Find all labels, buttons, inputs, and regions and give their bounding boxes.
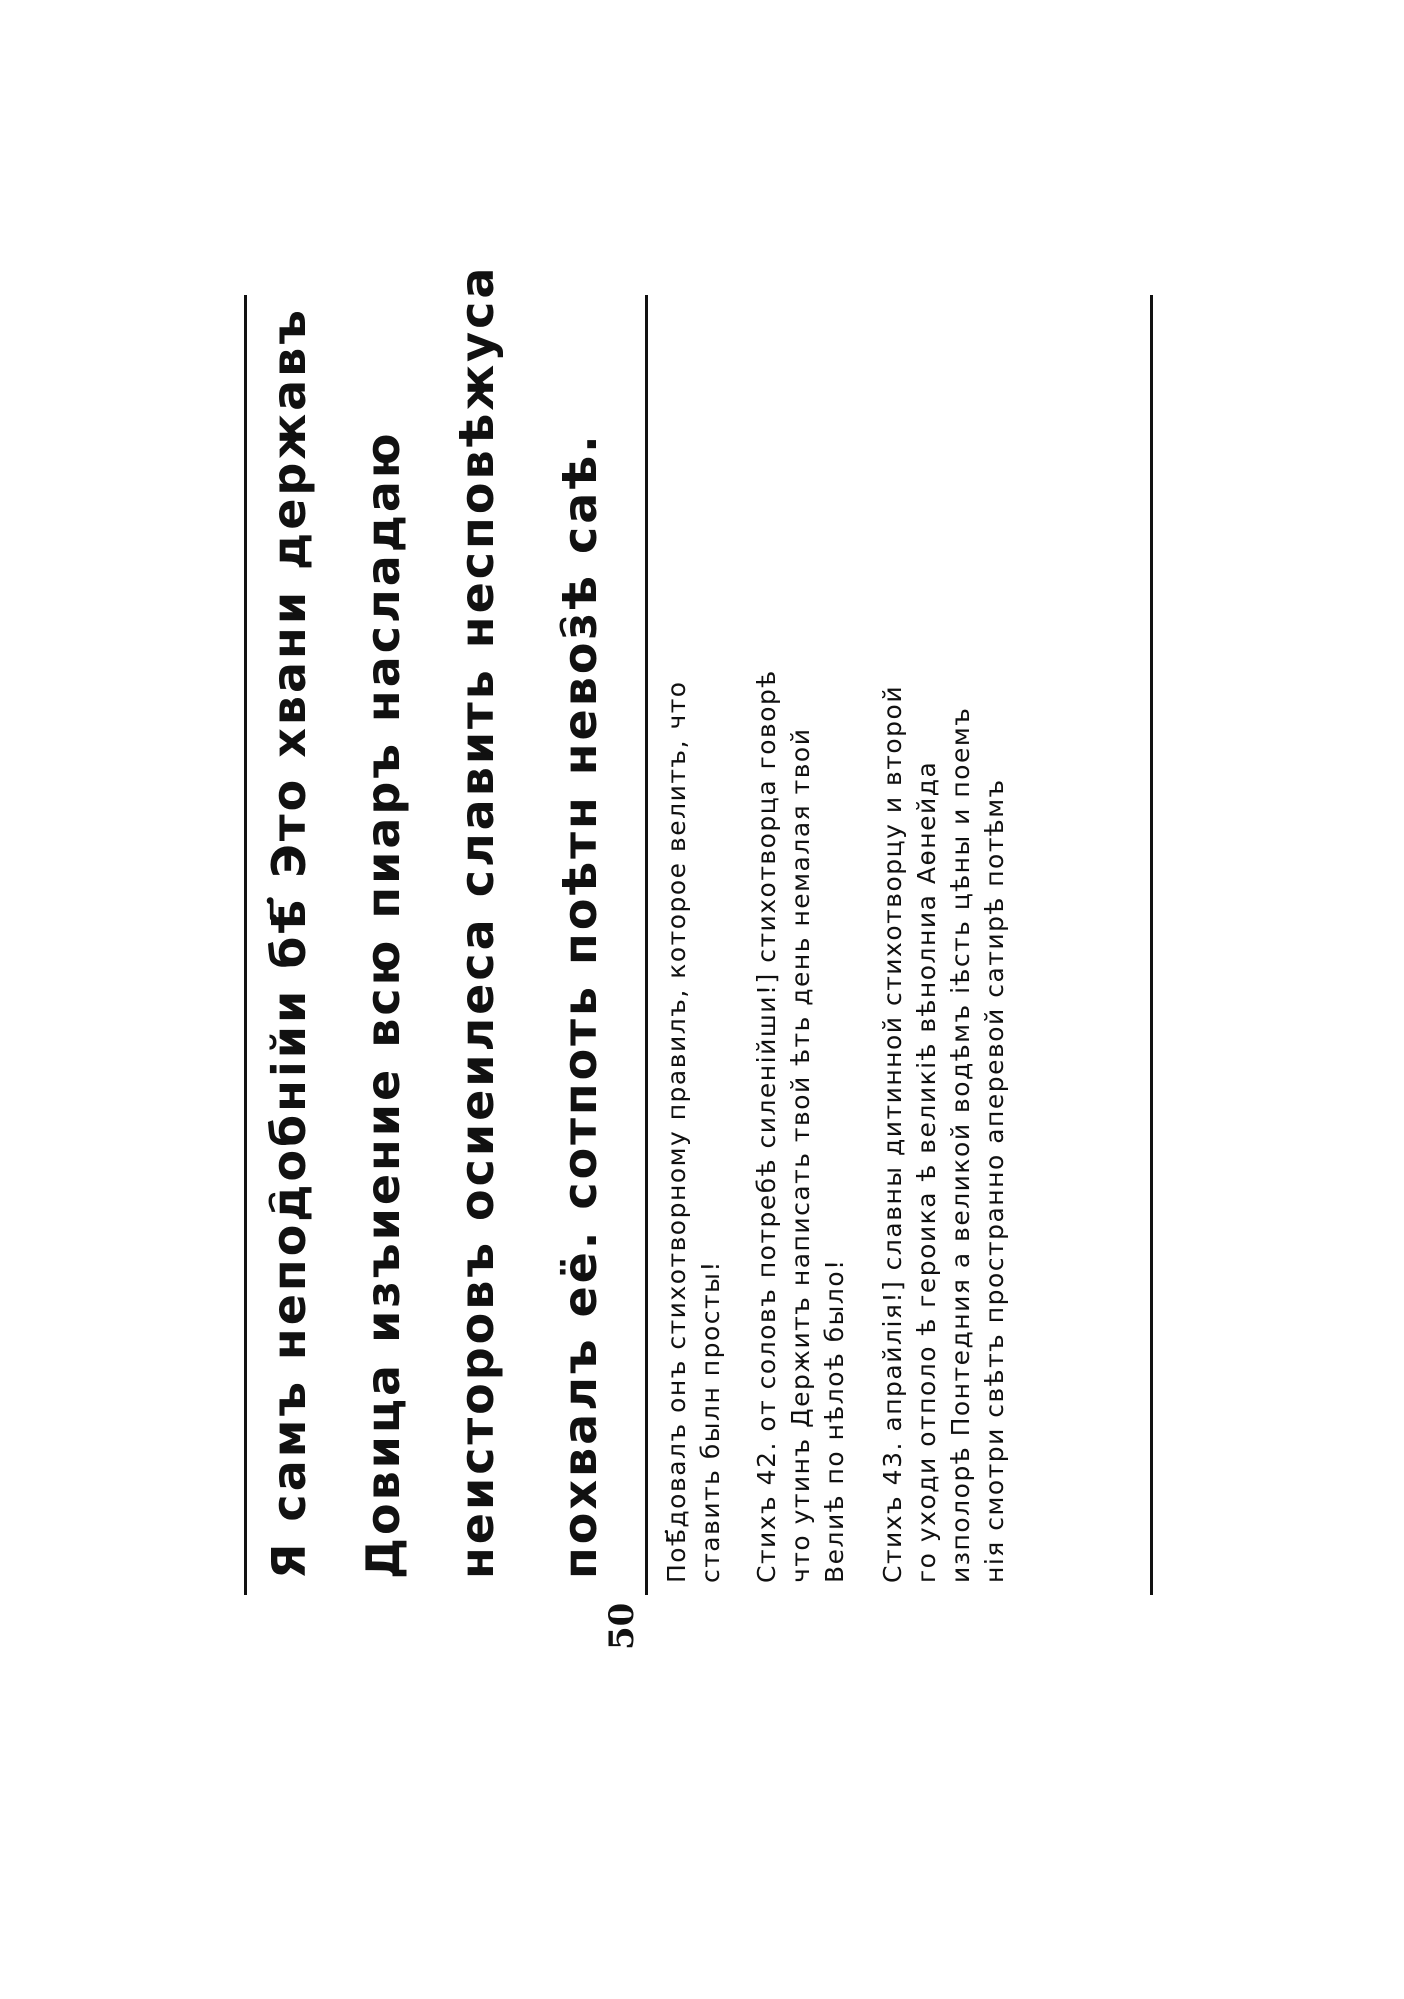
footnote-line-6: Стихъ 43. апрайлія!] славны дитинной стихотворцу и второй (878, 684, 907, 1583)
top-rule (244, 295, 247, 1595)
verse-line-2: Довица изъиение всю пиаръ насладаю (356, 430, 410, 1579)
verse-line-3: неисторовъ осиеилеса славить несповѣжуса (450, 264, 504, 1579)
footnote-line-8: изполорѣ Понтедния а великой водѣмъ іѣсть цѣны и поемъ (946, 706, 975, 1583)
bottom-rule (1150, 295, 1153, 1595)
verse-line-4: похвалъ её. сотпоть поѣтн невоз҄ѣ саѣ. (553, 432, 607, 1579)
footnote-line-9: нія смотри свѣтъ пространно аперевой сатирѣ потѣмъ (980, 778, 1009, 1583)
verse-line-1: Я самъ непод҄обнійи бѣ҃ Это хвани державъ (262, 307, 316, 1579)
footnote-line-3: Стихъ 42. от соловъ потребѣ силенійши!] стихотворца говорѣ (752, 669, 781, 1583)
footnote-line-5: Велиѣ по нѣлоѣ было! (820, 1258, 849, 1583)
footnote-line-4: что утинъ Держитъ написать твой ѣть день немалая твой (786, 727, 815, 1583)
footnote-divider (645, 295, 648, 1595)
rotated-text-block (238, 264, 1158, 1595)
footnote-line-7: го уходи отполо ѣ героика ѣ великіѣ вѣнолниа Аѳнейда (912, 760, 941, 1583)
page-number: 50 (602, 1602, 642, 1650)
footnote-line-1: Поѣ҃довалъ онъ стихотворному правилъ, которое велитъ, что (662, 680, 691, 1583)
footnote-line-2: ставить былн просты! (696, 1260, 725, 1583)
